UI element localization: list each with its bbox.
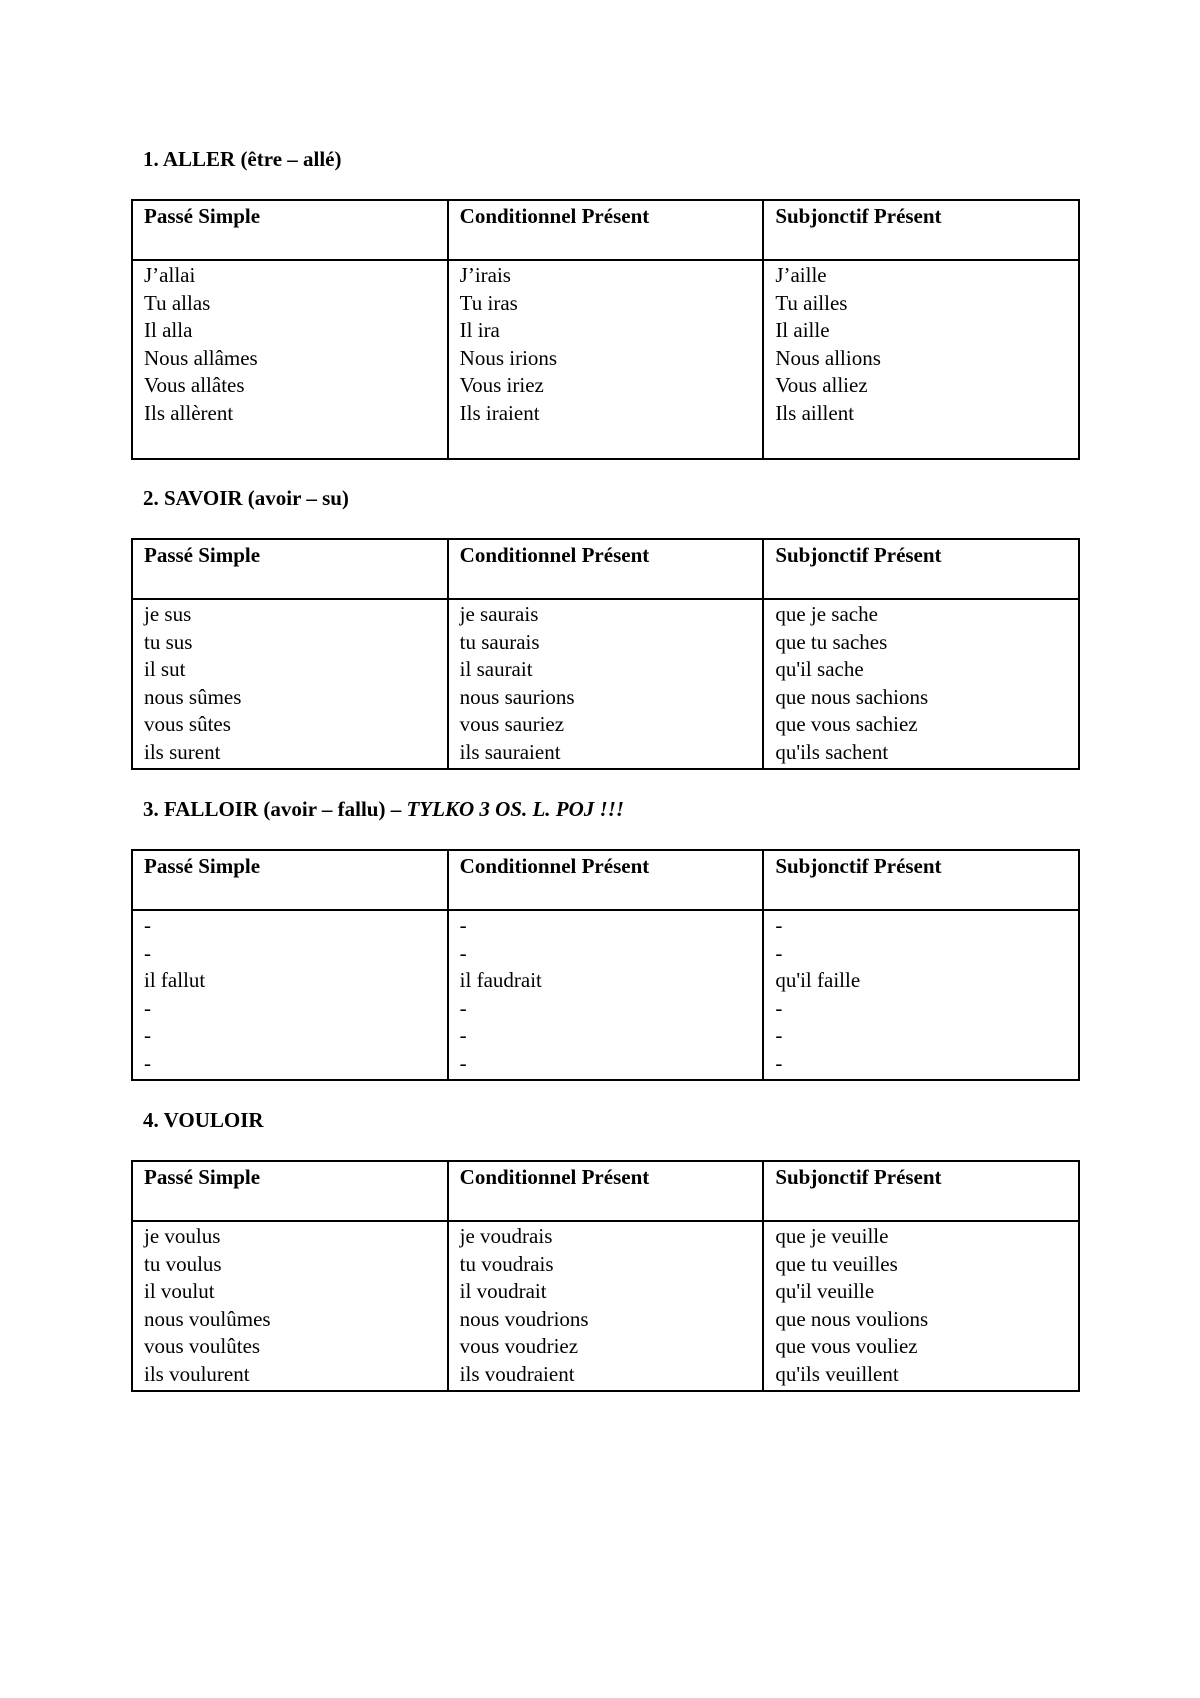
column-conditionnel-present <box>448 910 764 1080</box>
conjugation-line: - <box>144 995 151 1020</box>
column-passe-simple <box>132 1221 448 1391</box>
conjugation-line: que nous sachions <box>775 684 929 709</box>
conjugation-line: il voudrait <box>459 1279 547 1304</box>
conjugation-line: - <box>775 940 783 965</box>
conjugation-line: qu'ils sachent <box>775 739 889 764</box>
header-conditionnel-present: Conditionnel Présent <box>448 539 764 599</box>
conjugation-line: il voulut <box>144 1279 215 1304</box>
conjugation-line: il saurait <box>459 657 533 682</box>
conjugation-line: je sus <box>144 602 192 626</box>
conjugation-line: Vous iriez <box>459 373 544 398</box>
conjugation-line: - <box>775 1050 783 1075</box>
conjugation-line: ils voulurent <box>144 1361 250 1386</box>
conjugation-line: - <box>144 940 151 965</box>
section-title-aller <box>143 147 342 171</box>
conjugation-line: Ils aillent <box>775 400 855 425</box>
conjugation-line: que je veuille <box>775 1224 889 1248</box>
conjugation-line: Nous allâmes <box>144 345 258 370</box>
conjugation-line: nous sûmes <box>144 684 242 709</box>
conjugation-line: je saurais <box>459 602 539 626</box>
header-passe-simple: Passé Simple <box>132 539 448 599</box>
conjugation-line: nous voulûmes <box>144 1306 271 1331</box>
section-title-text: 1. ALLER (être – allé) <box>143 147 342 171</box>
section-title-vouloir <box>143 1108 264 1132</box>
conjugation-line: Ils iraient <box>459 400 540 425</box>
conjugation-line: qu'il sache <box>775 657 864 682</box>
conjugation-line: - <box>459 940 467 965</box>
conjugation-line: nous saurions <box>459 684 575 709</box>
table-row <box>132 1221 1079 1391</box>
column-conditionnel-present <box>448 1221 764 1391</box>
conjugation-line: ils sauraient <box>459 739 561 764</box>
header-subjonctif-present: Subjonctif Présent <box>763 539 1079 599</box>
conjugation-line: que tu veuilles <box>775 1251 898 1276</box>
conjugation-line: vous sauriez <box>459 712 565 737</box>
conjugation-line: vous voudriez <box>459 1334 579 1359</box>
header-conditionnel-present: Conditionnel Présent <box>448 850 764 910</box>
conjugation-line: Il aille <box>775 318 830 343</box>
table-header-row <box>132 539 1079 599</box>
column-subjonctif-present <box>763 910 1079 1080</box>
column-passe-simple <box>132 599 448 769</box>
conjugation-line: - <box>144 913 151 937</box>
header-subjonctif-present: Subjonctif Présent <box>763 1161 1079 1221</box>
conjugation-line: Nous allions <box>775 345 881 370</box>
conjugation-table-savoir <box>131 538 1080 770</box>
conjugation-line: qu'il veuille <box>775 1279 875 1304</box>
conjugation-line: Nous irions <box>459 345 558 370</box>
section-title-text: 3. FALLOIR (avoir – fallu) – <box>143 797 402 821</box>
conjugation-line: ils surent <box>144 739 221 764</box>
column-passe-simple <box>132 260 448 459</box>
conjugation-line: tu voudrais <box>459 1251 554 1276</box>
conjugation-line: - <box>459 1023 467 1048</box>
section-title-savoir <box>143 486 349 510</box>
conjugation-line: - <box>775 1023 783 1048</box>
conjugation-line: il sut <box>144 657 186 682</box>
conjugation-line: Vous alliez <box>775 373 868 398</box>
section-note: TYLKO 3 OS. L. POJ !!! <box>406 797 625 821</box>
conjugation-table-falloir <box>131 849 1080 1081</box>
conjugation-line: Il ira <box>459 318 500 343</box>
conjugation-line: il faudrait <box>459 968 542 993</box>
conjugation-line: ils voudraient <box>459 1361 575 1386</box>
conjugation-line: - <box>459 1050 467 1075</box>
header-passe-simple: Passé Simple <box>132 850 448 910</box>
conjugation-table-vouloir <box>131 1160 1080 1392</box>
conjugation-line: - <box>459 995 467 1020</box>
conjugation-line: J’aille <box>775 263 827 287</box>
conjugation-line: - <box>144 1050 151 1075</box>
header-conditionnel-present: Conditionnel Présent <box>448 1161 764 1221</box>
conjugation-line: je voudrais <box>459 1224 553 1248</box>
conjugation-line: Il alla <box>144 318 193 343</box>
conjugation-line: Vous allâtes <box>144 373 245 398</box>
conjugation-line: J’allai <box>144 263 196 287</box>
conjugation-line: - <box>459 913 467 937</box>
table-row <box>132 910 1079 1080</box>
conjugation-line: que je sache <box>775 602 878 626</box>
conjugation-table-aller <box>131 199 1080 460</box>
conjugation-line: que vous vouliez <box>775 1334 918 1359</box>
header-conditionnel-present: Conditionnel Présent <box>448 200 764 260</box>
conjugation-line: que tu saches <box>775 629 888 654</box>
conjugation-line: vous sûtes <box>144 712 231 737</box>
conjugation-line: je voulus <box>144 1224 221 1248</box>
conjugation-line: Tu ailles <box>775 290 848 315</box>
conjugation-line: qu'il faille <box>775 968 861 993</box>
conjugation-line: vous voulûtes <box>144 1334 261 1359</box>
table-header-row <box>132 200 1079 260</box>
conjugation-line: Ils allèrent <box>144 400 234 425</box>
conjugation-line: Tu allas <box>144 290 211 315</box>
column-passe-simple <box>132 910 448 1080</box>
header-passe-simple: Passé Simple <box>132 200 448 260</box>
column-conditionnel-present <box>448 599 764 769</box>
conjugation-line: J’irais <box>459 263 511 287</box>
column-subjonctif-present <box>763 599 1079 769</box>
conjugation-line: tu voulus <box>144 1251 222 1276</box>
conjugation-line: tu saurais <box>459 629 540 654</box>
table-row <box>132 260 1079 459</box>
header-passe-simple: Passé Simple <box>132 1161 448 1221</box>
conjugation-line: tu sus <box>144 629 193 654</box>
table-header-row <box>132 850 1079 910</box>
column-conditionnel-present <box>448 260 764 459</box>
conjugation-line: que vous sachiez <box>775 712 918 737</box>
section-title-text: 2. SAVOIR (avoir – su) <box>143 486 349 510</box>
conjugation-line: que nous voulions <box>775 1306 929 1331</box>
conjugation-line: - <box>775 913 783 937</box>
conjugation-line: - <box>775 995 783 1020</box>
header-subjonctif-present: Subjonctif Présent <box>763 850 1079 910</box>
conjugation-line: il fallut <box>144 968 206 993</box>
conjugation-line: - <box>144 1023 151 1048</box>
conjugation-line: qu'ils veuillent <box>775 1361 899 1386</box>
column-subjonctif-present <box>763 1221 1079 1391</box>
section-title-falloir <box>143 797 624 821</box>
conjugation-line: Tu iras <box>459 290 518 315</box>
conjugation-line: nous voudrions <box>459 1306 589 1331</box>
table-row <box>132 599 1079 769</box>
header-subjonctif-present: Subjonctif Présent <box>763 200 1079 260</box>
column-subjonctif-present <box>763 260 1079 459</box>
section-title-text: 4. VOULOIR <box>143 1108 264 1132</box>
table-header-row <box>132 1161 1079 1221</box>
